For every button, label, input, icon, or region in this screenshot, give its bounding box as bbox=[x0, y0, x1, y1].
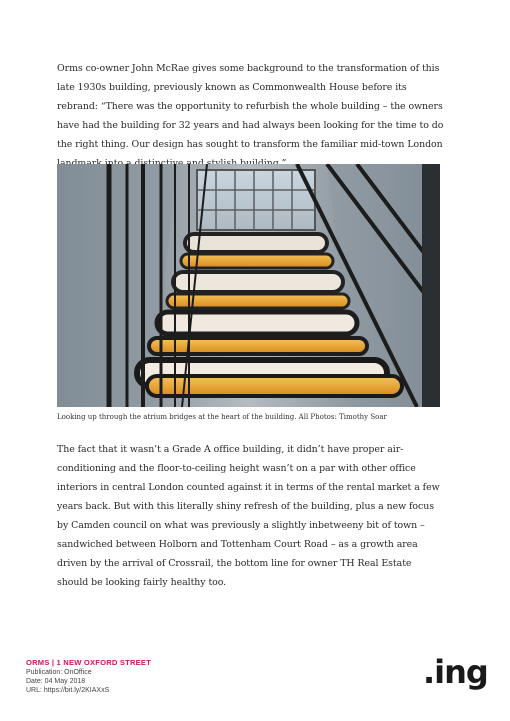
footer-project-title: ORMS | 1 NEW OXFORD STREET bbox=[26, 658, 152, 667]
atrium-photo-illustration bbox=[57, 164, 440, 407]
atrium-photo bbox=[57, 164, 440, 407]
footer-url: URL: https://bit.ly/2KIAXxS bbox=[26, 687, 110, 694]
article-paragraph-body: The fact that it wasn’t a Grade A office building, it didn’t have proper air-conditioning and the floor-to-ceiling height wasn’t on a par with other office interiors in central London counted against it in terms of the rental market a few years back. But with this literally shiny refresh of the building, plus a new focus by Camden council on what was previously a slightly inbetweeny bit of town – sandwiched between Holborn and Tottenham Court Road – as a growth area driven by the arrival of Crossrail, the bottom line for owner TH Real Estate should be looking fairly healthy too. bbox=[57, 444, 440, 588]
footer-date: Date: 04 May 2018 bbox=[26, 678, 86, 685]
footer-publication-info bbox=[26, 658, 151, 695]
footer-publication: Publication: OnOffice bbox=[26, 669, 92, 676]
article-paragraph-intro: Orms co-owner John McRae gives some background to the transformation of this late 1930s building, previously known as Commonwealth House before its rebrand: “There was the opportunity to refurbish the whole building – the owners have had the building for 32 years and had always been looking for the time to do the right thing. Our design has sought to transform the familiar mid-town London bbox=[57, 63, 444, 150]
photo-caption: Looking up through the atrium bridges at the heart of the building. All Photos: Timothy Soar bbox=[57, 413, 387, 421]
ing-logo: .ing bbox=[423, 653, 488, 691]
